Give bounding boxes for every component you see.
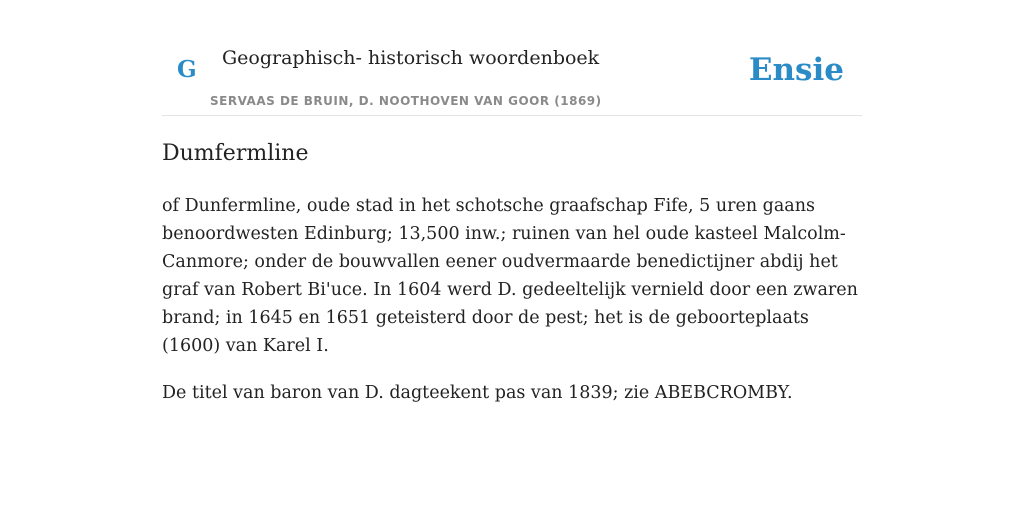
- entry-body: [162, 192, 862, 426]
- book-header: [162, 0, 862, 116]
- entry-paragraph: of Dunfermline, oude stad in het schotsche graafschap Fife, 5 uren gaans benoordwesten Edinburg; 13,500 inw.; ruinen van hel oude kasteel Malcolm-Canmore; onder de bouwvallen eener oudvermaarde benedictijner abdij het graf van Robert Bi'uce. In 1604 werd D. gedeeltelijk vernield door een zwaren brand; in 1645 en 1651 geteisterd door de pest; het is de geboorteplaats (1600) van Karel I.: [162, 196, 858, 356]
- book-title[interactable]: Geographisch- historisch woordenboek: [222, 47, 600, 69]
- book-logo[interactable]: G: [177, 56, 197, 83]
- page: [162, 0, 862, 403]
- ensie-logo-link[interactable]: Ensie: [748, 52, 844, 88]
- book-authors: SERVAAS DE BRUIN, D. NOOTHOVEN VAN GOOR (1869): [210, 94, 602, 108]
- entry-paragraph: De titel van baron van D. dagteekent pas van 1839; zie ABEBCROMBY.: [162, 383, 793, 403]
- entry-title: Dumfermline: [162, 141, 309, 166]
